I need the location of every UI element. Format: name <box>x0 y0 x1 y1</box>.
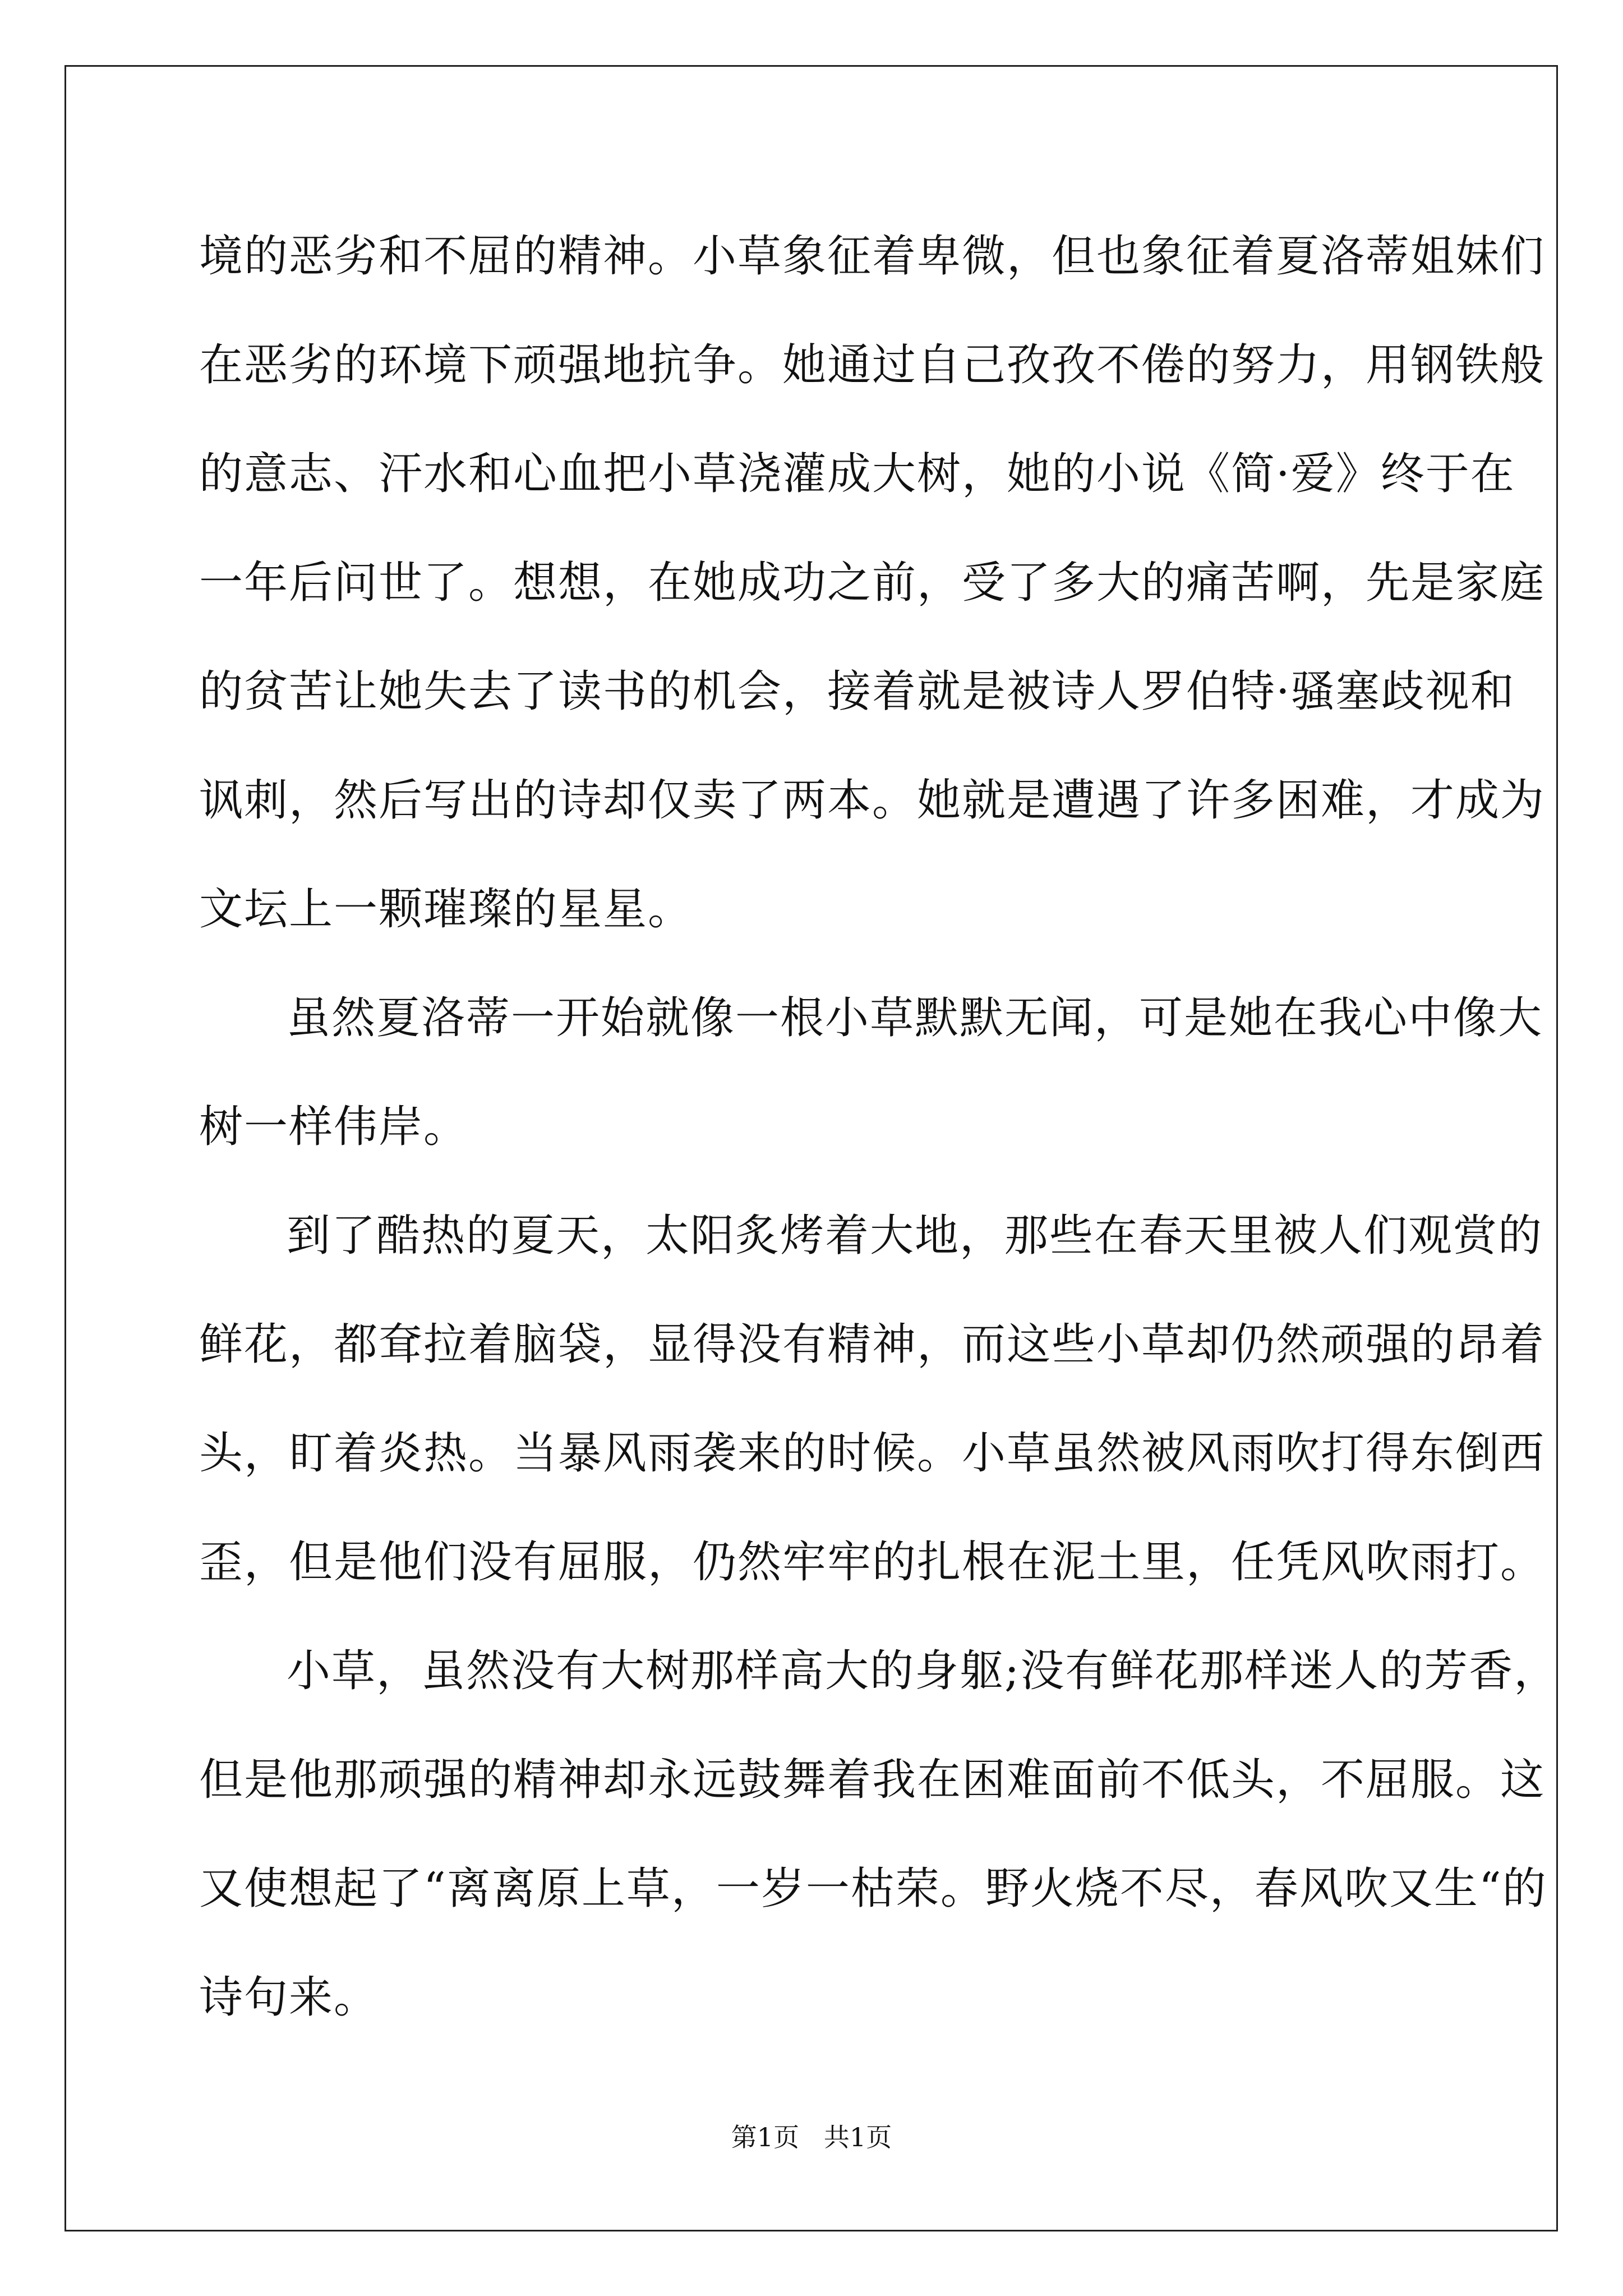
text-line: 在恶劣的环境下顽强地抗争。她通过自己孜孜不倦的努力，用钢铁般 <box>199 340 1546 390</box>
page-number-footer: 第1页 共1页 <box>731 2122 892 2152</box>
text-line: 讽刺，然后写出的诗却仅卖了两本。她就是遭遇了许多困难，才成为 <box>199 775 1546 826</box>
text-line: 虽然夏洛蒂一开始就像一根小草默默无闻，可是她在我心中像大 <box>287 993 1543 1043</box>
text-line: 小草，虽然没有大树那样高大的身躯;没有鲜花那样迷人的芳香， <box>287 1646 1559 1696</box>
text-line: 文坛上一颗璀璨的星星。 <box>199 884 693 935</box>
text-line: 的贫苦让她失去了读书的机会，接着就是被诗人罗伯特·骚塞歧视和 <box>199 666 1515 717</box>
text-line: 诗句来。 <box>199 1972 379 2023</box>
text-line: 境的恶劣和不屈的精神。小草象征着卑微，但也象征着夏洛蒂姐妹们 <box>199 231 1546 282</box>
text-line: 鲜花，都耷拉着脑袋，显得没有精神，而这些小草却仍然顽强的昂着 <box>199 1319 1546 1370</box>
text-line: 树一样伟岸。 <box>199 1102 469 1152</box>
document-body <box>199 202 1559 2052</box>
paragraph <box>199 202 1546 964</box>
text-line: 头，盯着炎热。当暴风雨袭来的时候。小草虽然被风雨吹打得东倒西 <box>199 1428 1546 1479</box>
paragraph <box>199 1181 1546 1617</box>
paragraph <box>199 964 1543 1181</box>
text-line: 但是他那顽强的精神却永远鼓舞着我在困难面前不低头，不屈服。这 <box>199 1755 1546 1805</box>
text-line: 又使想起了“离离原上草，一岁一枯荣。野火烧不尽，春风吹又生“的 <box>199 1864 1547 1914</box>
text-line: 到了酷热的夏天，太阳炙烤着大地，那些在春天里被人们观赏的 <box>287 1211 1543 1261</box>
text-line: 一年后问世了。想想，在她成功之前，受了多大的痛苦啊，先是家庭 <box>199 558 1546 608</box>
paragraph <box>199 1617 1559 2052</box>
text-line: 的意志、汗水和心血把小草浇灌成大树，她的小说《简·爱》终于在 <box>199 449 1515 499</box>
text-line: 歪，但是他们没有屈服，仍然牢牢的扎根在泥土里，任凭风吹雨打。 <box>199 1537 1546 1588</box>
